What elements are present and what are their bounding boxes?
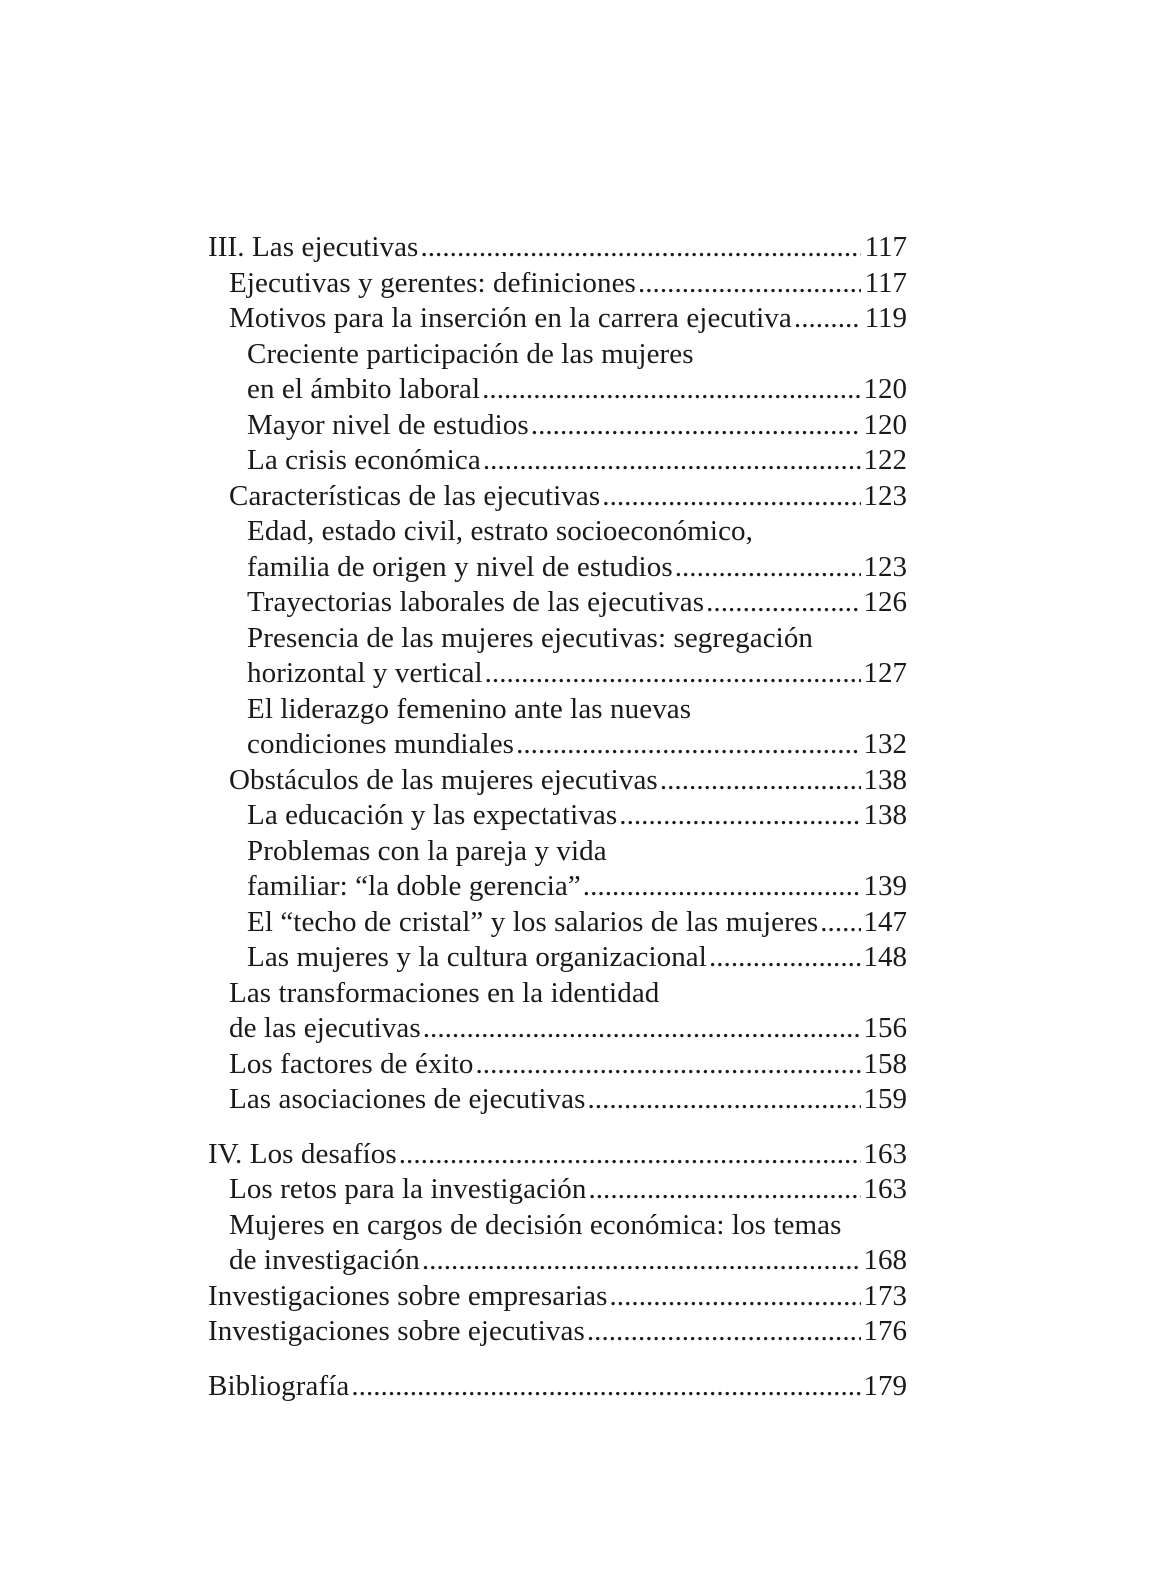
toc-entry: [208, 443, 907, 479]
toc-entry-line: [247, 585, 907, 621]
toc-entry: [208, 763, 907, 799]
toc-entry-title: Problemas con la pareja y vida: [247, 834, 607, 867]
dot-leader: [423, 1011, 861, 1047]
toc-entry: [208, 301, 907, 337]
dot-leader: [485, 656, 861, 692]
toc-entry-line: [229, 1208, 907, 1244]
toc-entry-title: El “techo de cristal” y los salarios de las mujeres: [247, 905, 819, 938]
toc-entry: [208, 266, 907, 302]
toc-page-number: 117: [864, 266, 907, 299]
dot-leader: [587, 1082, 861, 1118]
dot-leader: [660, 763, 861, 799]
toc-entry: [208, 1208, 907, 1244]
toc-entry-line: [229, 976, 907, 1012]
toc-page-number: 147: [863, 905, 907, 938]
toc-entry-line: [229, 1243, 907, 1279]
dot-leader: [422, 1243, 861, 1279]
dot-leader: [794, 301, 861, 337]
toc-entry-title: horizontal y vertical: [247, 657, 483, 689]
toc-entry-title: Investigaciones sobre empresarias: [208, 1279, 608, 1312]
toc-entry-line: [247, 727, 907, 763]
toc-entry-line: [247, 834, 907, 870]
toc-page-number: 138: [863, 799, 907, 831]
toc-entry: [208, 692, 907, 728]
toc-entry: [208, 408, 907, 444]
toc-entry-title: Las transformaciones en la identidad: [229, 976, 660, 1009]
toc-entry-title: Mayor nivel de estudios: [247, 408, 529, 441]
toc-entry-line: [208, 1279, 907, 1315]
toc-entry-title: Los retos para la investigación: [229, 1173, 587, 1205]
toc-entry-line: [247, 905, 907, 941]
toc-page-number: 163: [863, 1137, 907, 1170]
dot-leader: [638, 266, 861, 302]
toc-entry-line: [229, 301, 907, 337]
toc-entry-line: [208, 1137, 907, 1173]
toc-entry-title: Obstáculos de las mujeres ejecutivas: [229, 763, 658, 796]
toc-entry: [208, 1047, 907, 1083]
toc-entry-line: [229, 266, 907, 302]
dot-leader: [588, 1172, 861, 1208]
dot-leader: [706, 585, 861, 621]
toc-page-number: 127: [863, 657, 907, 689]
toc-entry: [208, 798, 907, 834]
toc-entry-title: Investigaciones sobre ejecutivas: [208, 1315, 585, 1347]
dot-leader: [531, 408, 861, 444]
toc-page-number: 123: [863, 550, 907, 583]
toc-entry: [208, 337, 907, 373]
toc-entry: [208, 585, 907, 621]
toc-entry-line: [229, 1047, 907, 1083]
dot-leader: [820, 905, 861, 941]
toc-entry: [208, 976, 907, 1012]
dot-leader: [351, 1369, 861, 1405]
toc-entry-title: El liderazgo femenino ante las nuevas: [247, 692, 692, 725]
dot-leader: [610, 1279, 862, 1315]
toc-page-number: 158: [863, 1047, 907, 1080]
toc-entry: [208, 514, 907, 550]
toc-entry-title: familiar: “la doble gerencia”: [247, 870, 581, 902]
toc-entry-line: [247, 337, 907, 373]
toc-entry-line: [247, 621, 907, 657]
toc-entry-title: La educación y las expectativas: [247, 799, 618, 831]
toc-entry-title: Bibliografía: [208, 1369, 350, 1402]
toc-page-number: 119: [864, 302, 907, 334]
toc-entry: [208, 1082, 907, 1118]
toc-entry-title: de investigación: [229, 1244, 420, 1276]
toc-entry: [208, 1279, 907, 1315]
toc-entry-title: Edad, estado civil, estrato socioeconómico,: [247, 515, 754, 547]
toc-page-number: 176: [863, 1315, 907, 1347]
dot-leader: [399, 1137, 861, 1173]
toc-entry-title: familia de origen y nivel de estudios: [247, 550, 673, 583]
toc-entry-line: [247, 550, 907, 586]
toc-entry: [208, 1314, 907, 1350]
toc-entry-title: en el ámbito laboral: [247, 373, 481, 405]
toc-page-number: 117: [864, 231, 907, 263]
toc-page-number: 126: [863, 586, 907, 618]
toc-page-number: 120: [863, 408, 907, 441]
toc-entry-title: Las asociaciones de ejecutivas: [229, 1083, 586, 1115]
toc-entry-line: [229, 479, 907, 515]
toc-page-number: 132: [863, 728, 907, 760]
toc-entry-title: IV. Los desafíos: [208, 1137, 397, 1170]
toc-entry-line: [247, 443, 907, 479]
toc-page-number: 148: [863, 941, 907, 973]
dot-leader: [583, 869, 861, 905]
dot-leader: [483, 443, 861, 479]
toc-page-number: 123: [863, 479, 907, 512]
toc-entry: [208, 834, 907, 870]
toc-entry: [208, 1369, 907, 1405]
toc-page-number: 139: [863, 870, 907, 902]
toc-page-number: 173: [863, 1279, 907, 1312]
toc-entry: [208, 230, 907, 266]
toc-entry: [208, 479, 907, 515]
toc-page-number: 138: [863, 763, 907, 796]
toc-page-number: 159: [863, 1083, 907, 1115]
toc-page-number: 122: [863, 444, 907, 476]
toc-entry-line: [229, 1082, 907, 1118]
dot-leader: [482, 372, 861, 408]
toc-entry-line: [247, 514, 907, 550]
toc-entry-title: La crisis económica: [247, 444, 481, 476]
toc-page-number: 163: [863, 1173, 907, 1205]
toc-entry-title: Mujeres en cargos de decisión económica: los temas: [229, 1208, 842, 1241]
dot-leader: [516, 727, 861, 763]
toc-entry-title: condiciones mundiales: [247, 728, 515, 760]
toc-entry-line: [208, 1369, 907, 1405]
toc-entry-line: [229, 763, 907, 799]
toc-entry: [208, 869, 907, 905]
toc-entry-line: [247, 692, 907, 728]
toc-entry: [208, 727, 907, 763]
toc-page-number: 156: [863, 1012, 907, 1044]
toc-entry-line: [247, 869, 907, 905]
toc-page-number: 120: [863, 373, 907, 405]
toc-entry-title: Las mujeres y la cultura organizacional: [247, 941, 707, 973]
toc-entry-title: Creciente participación de las mujeres: [247, 337, 694, 370]
toc-page-number: 168: [863, 1244, 907, 1276]
toc-entry-line: [247, 798, 907, 834]
toc-entry-title: Trayectorias laborales de las ejecutivas: [247, 586, 705, 618]
toc-entry: [208, 1172, 907, 1208]
toc-entry: [208, 1011, 907, 1047]
toc-entry-title: Características de las ejecutivas: [229, 479, 601, 512]
dot-leader: [602, 479, 861, 515]
dot-leader: [709, 940, 861, 976]
toc-page-number: 179: [863, 1369, 907, 1402]
toc-entry-line: [247, 408, 907, 444]
toc-entry: [208, 1137, 907, 1173]
toc-entry-line: [208, 1314, 907, 1350]
toc-entry: [208, 621, 907, 657]
toc-entry-line: [229, 1011, 907, 1047]
toc-entry-line: [229, 1172, 907, 1208]
dot-leader: [475, 1047, 861, 1083]
toc-entry: [208, 905, 907, 941]
toc-entry: [208, 1243, 907, 1279]
toc-entry-title: Ejecutivas y gerentes: definiciones: [229, 266, 636, 299]
toc-entry: [208, 656, 907, 692]
toc-entry-title: Los factores de éxito: [229, 1047, 474, 1080]
toc-entry-title: Presencia de las mujeres ejecutivas: segregación: [247, 621, 814, 654]
dot-leader: [420, 230, 861, 266]
toc-entry-title: de las ejecutivas: [229, 1012, 421, 1044]
toc-entry-line: [247, 940, 907, 976]
toc-entry-title: Motivos para la inserción en la carrera ejecutiva: [229, 302, 792, 334]
toc-entry: [208, 940, 907, 976]
dot-leader: [619, 798, 861, 834]
dot-leader: [675, 550, 861, 586]
toc-entry-title: III. Las ejecutivas: [208, 231, 419, 263]
toc-entry: [208, 372, 907, 408]
table-of-contents: [208, 230, 907, 1404]
dot-leader: [587, 1314, 861, 1350]
toc-entry: [208, 550, 907, 586]
toc-entry-line: [247, 656, 907, 692]
toc-entry-line: [208, 230, 907, 266]
toc-entry-line: [247, 372, 907, 408]
